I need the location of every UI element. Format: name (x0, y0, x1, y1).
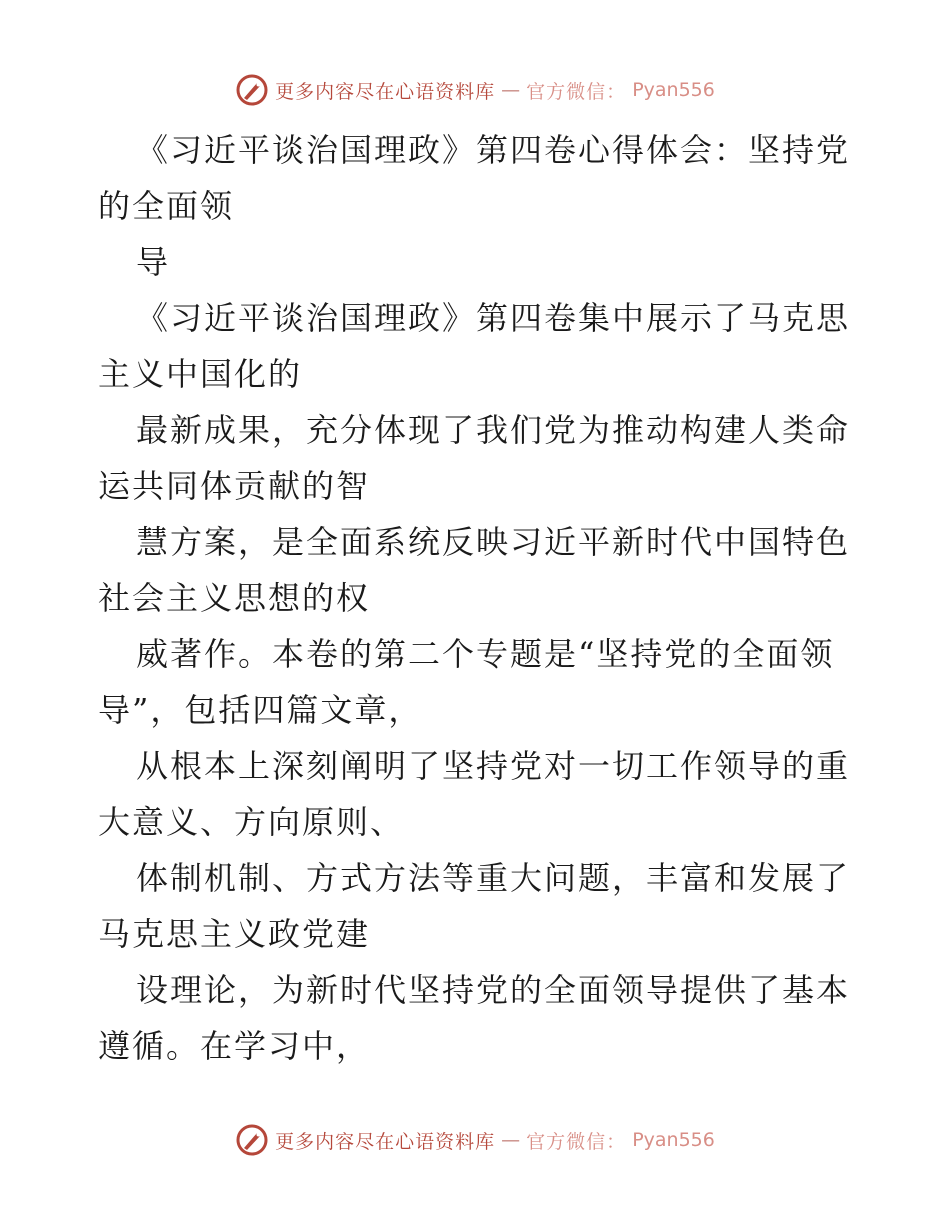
document-line: 设理论，为新时代坚持党的全面领导提供了基本 (136, 971, 851, 1009)
document-line: 主义中国化的 (98, 355, 303, 393)
document-line: 导 (136, 243, 171, 281)
document-line: 《习近平谈治国理政》第四卷集中展示了马克思 (136, 299, 851, 337)
document-line: 慧方案，是全面系统反映习近平新时代中国特色 (136, 523, 851, 561)
watermark-dash: — (501, 79, 521, 101)
document-body (98, 122, 868, 1074)
document-line: 导”，包括四篇文章， (98, 691, 423, 729)
document-line: 社会主义思想的权 (98, 579, 371, 617)
watermark-sub-text: 官方微信： (526, 1130, 627, 1153)
pen-logo-icon (235, 73, 269, 107)
header-watermark (0, 70, 950, 110)
document-line: 体制机制、方式方法等重大问题，丰富和发展了 (136, 859, 851, 897)
watermark-main-text: 更多内容尽在心语资料库 (275, 80, 496, 103)
watermark-main-text: 更多内容尽在心语资料库 (275, 1130, 496, 1153)
document-line: 最新成果，充分体现了我们党为推动构建人类命 (136, 411, 851, 449)
document-line: 威著作。本卷的第二个专题是“坚持党的全面领 (136, 635, 835, 673)
pen-logo-icon (235, 1123, 269, 1157)
document-line: 遵循。在学习中， (98, 1027, 371, 1065)
document-line: 从根本上深刻阐明了坚持党对一切工作领导的重 (136, 747, 851, 785)
watermark-wechat-id: Pyan556 (632, 79, 715, 101)
footer-watermark (0, 1120, 950, 1160)
watermark-wechat-id: Pyan556 (632, 1129, 715, 1151)
watermark-dash: — (501, 1129, 521, 1151)
document-line: 马克思主义政党建 (98, 915, 371, 953)
document-line: 的全面领 (98, 187, 235, 225)
document-line: 《习近平谈治国理政》第四卷心得体会：坚持党 (136, 131, 851, 169)
document-line: 运共同体贡献的智 (98, 467, 371, 505)
document-line: 大意义、方向原则、 (98, 803, 405, 841)
watermark-sub-text: 官方微信： (526, 80, 627, 103)
